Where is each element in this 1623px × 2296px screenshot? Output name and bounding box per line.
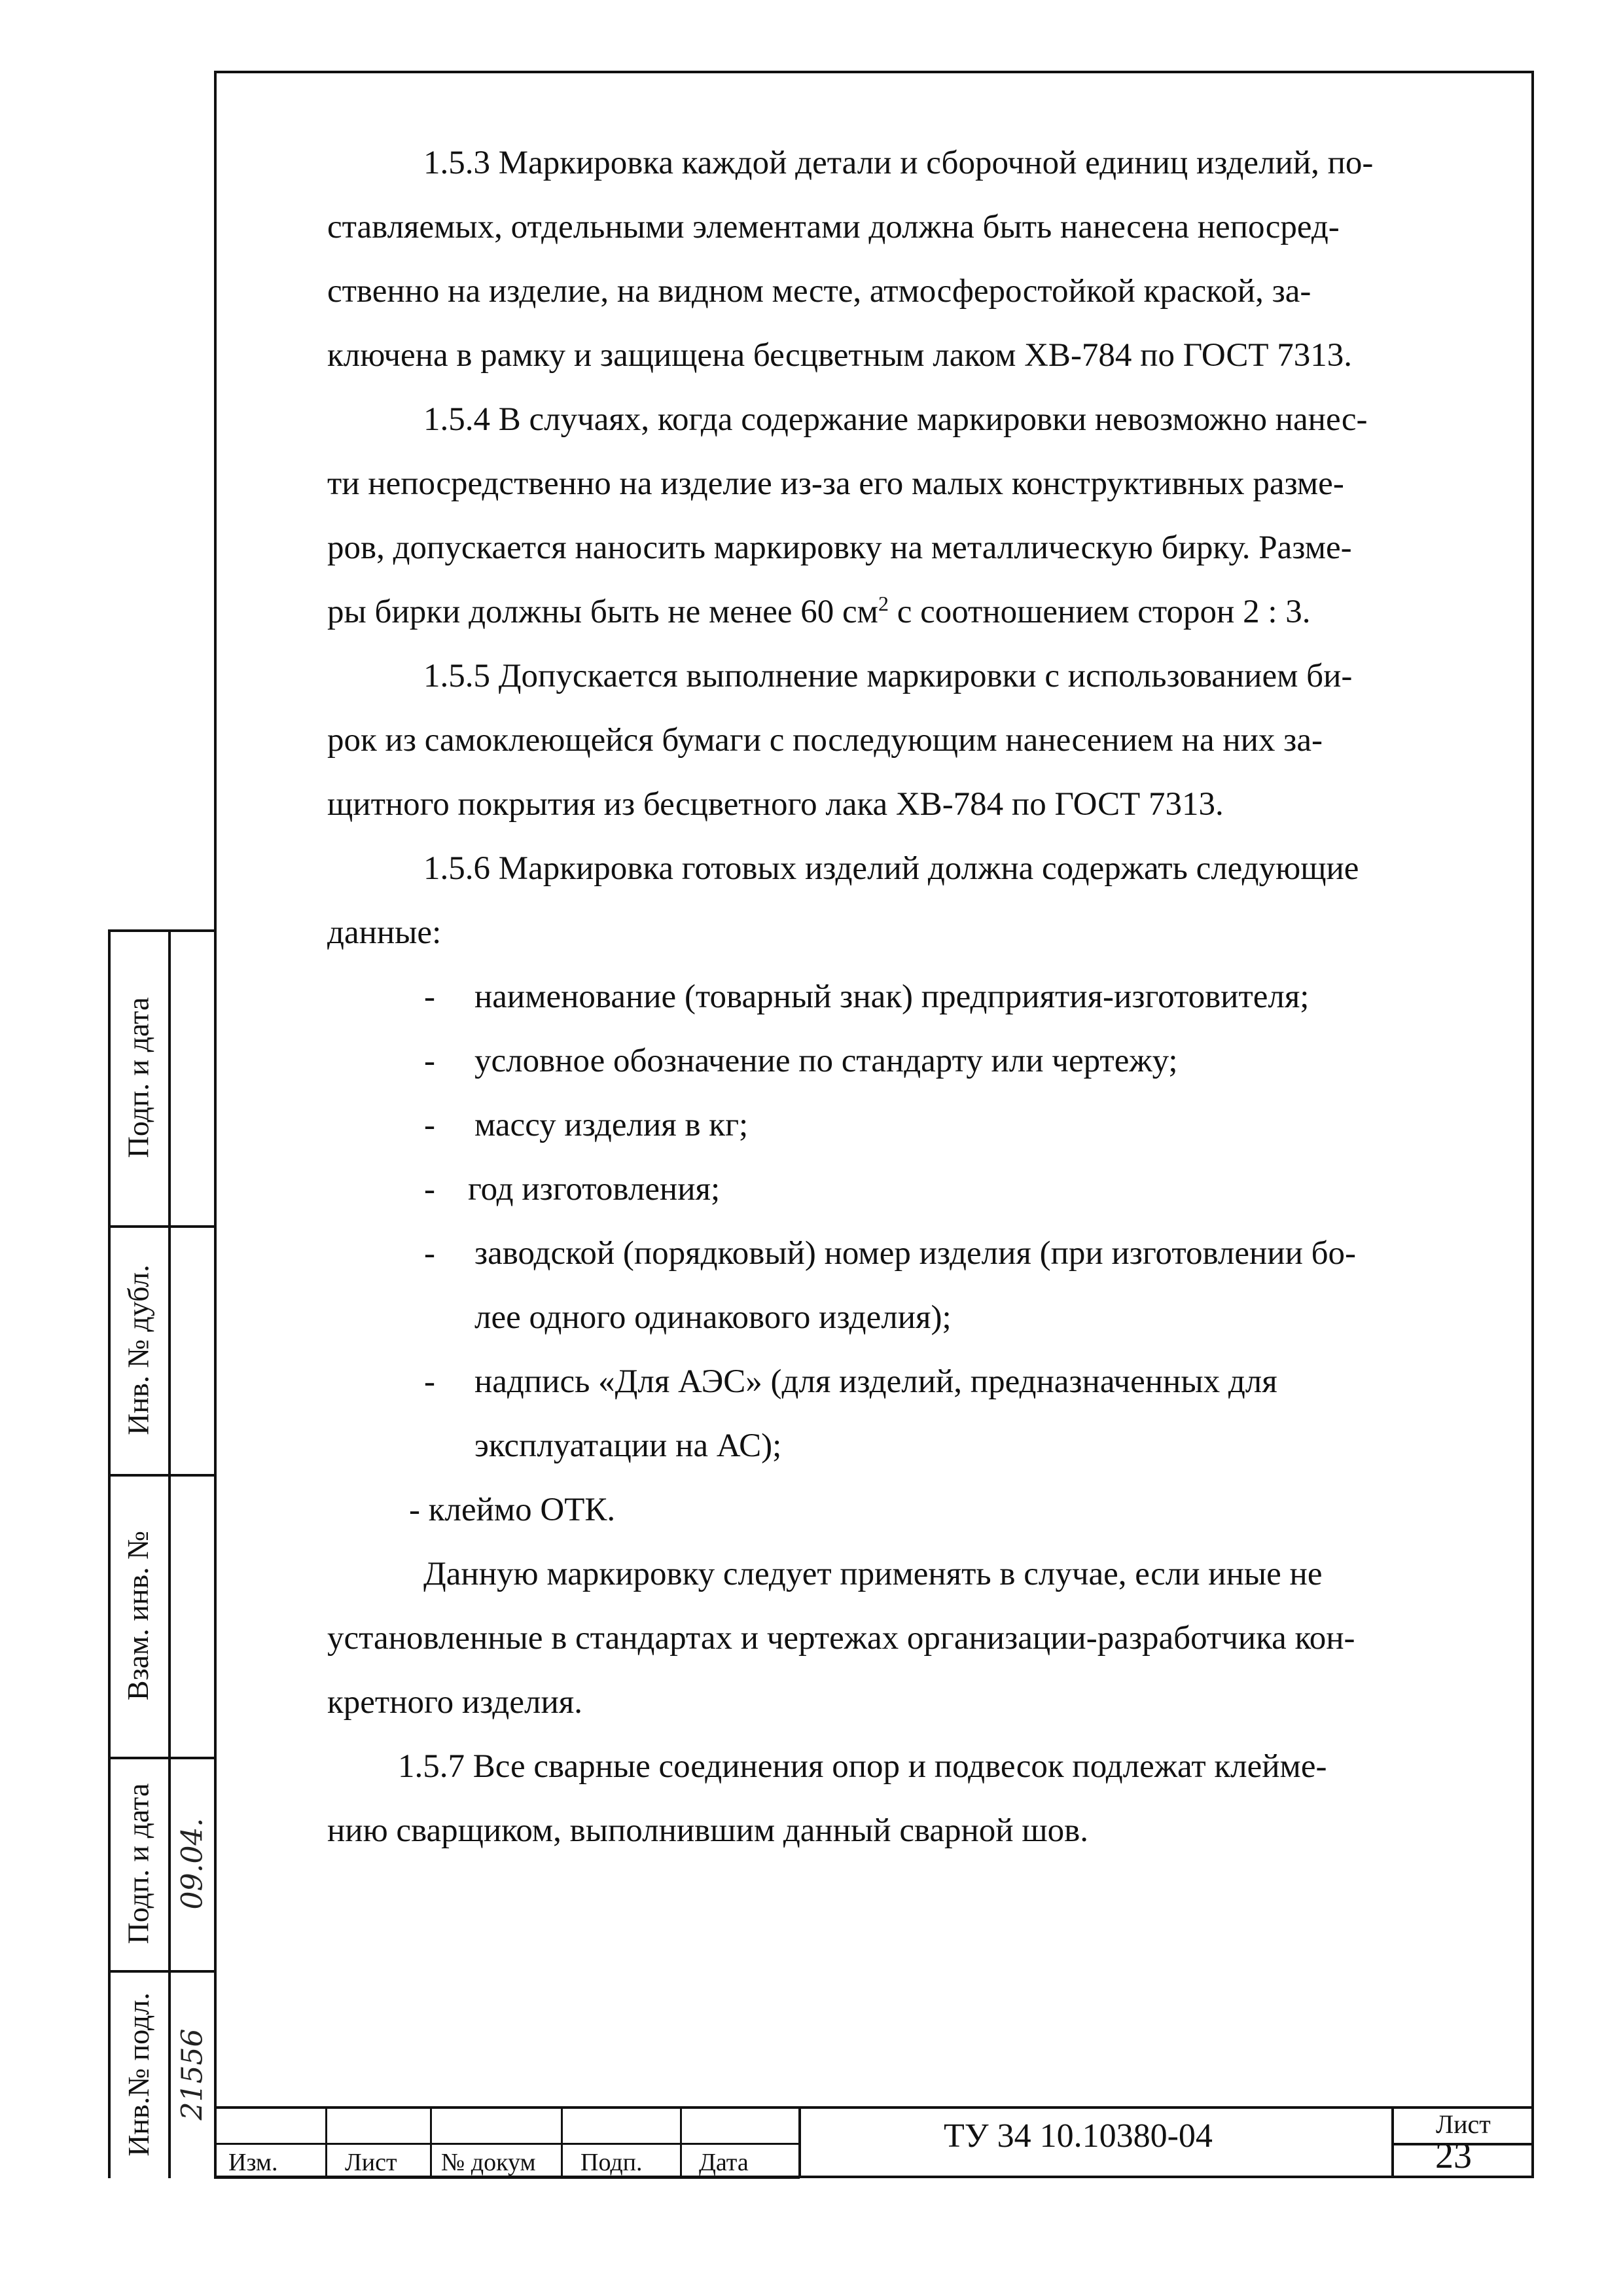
text-line: ров, допускается наносить маркировку на металлическую бирку. Разме- [327,529,1352,566]
col-signature: Подп. [580,2149,643,2176]
text-span: ры бирки должны быть не менее 60 см [327,594,878,630]
col-sheet: Лист [345,2149,397,2176]
text-line: 1.5.7 Все сварные соединения опор и подвесок подлежат клейме- [398,1748,1327,1785]
text-line: ключена в рамку и защищена бесцветным лаком ХВ-784 по ГОСТ 7313. [327,337,1353,374]
list-item [327,1029,1499,1093]
text-line: щитного покрытия из бесцветного лака ХВ-784 по ГОСТ 7313. [327,786,1224,823]
marking-list [327,965,1499,1542]
col-change: Изм. [228,2149,278,2176]
list-dash: - [424,1043,435,1079]
list-item-continuation: лее одного одинакового изделия); [474,1299,952,1336]
text-line: ти непосредственно на изделие из-за его малых конструктивных разме- [327,465,1344,502]
col-doc-number: № докум [441,2149,536,2176]
col-date: Дата [699,2149,749,2176]
list-item-text: массу изделия в кг; [474,1107,749,1143]
list-item-continuation: эксплуатации на АС); [474,1427,782,1464]
title-block-mid-rule [214,2143,800,2145]
text-line: 1.5.3 Маркировка каждой детали и сборочной единиц изделий, по- [423,145,1374,181]
document-body [327,131,1499,1863]
list-item [327,1093,1499,1157]
text-line: нию сварщиком, выполнившим данный сварной шов. [327,1812,1088,1849]
list-item [327,1221,1499,1285]
side-stamp [108,929,217,2178]
text-line: Данную маркировку следует применять в случае, если иные не [423,1556,1323,1592]
list-item [327,965,1499,1029]
list-item [327,1157,1499,1221]
title-block-row-rule [214,2177,800,2179]
paragraph-1-5-4 [327,387,1499,644]
side-label-orig-inv: Инв.№ подл. [121,1992,155,2157]
list-dash: - [424,1107,435,1143]
list-item-text: условное обозначение по стандарту или чертежу; [474,1043,1178,1079]
paragraph-apply [327,1542,1499,1734]
list-dash: - [424,1171,435,1208]
title-block-col-rule [798,2106,801,2178]
title-block-col-rule [680,2106,682,2178]
title-block-col-rule [1391,2106,1394,2178]
list-dash: - [424,1235,435,1272]
title-block-top-rule [214,2106,1534,2109]
title-block-col-rule [325,2106,327,2178]
document-code: ТУ 34 10.10380-04 [944,2117,1213,2155]
list-item [327,1350,1499,1414]
side-label-dup-inv: Инв. № дубл. [121,1264,155,1435]
text-line: 1.5.6 Маркировка готовых изделий должна содержать следующие [423,850,1359,887]
sheet-label: Лист [1436,2109,1491,2139]
paragraph-1-5-5 [327,644,1499,836]
sheet-number: 23 [1435,2136,1472,2176]
list-dash: - [424,978,435,1015]
signature-date: 09.04. [175,1818,209,1909]
paragraph-1-5-6 [327,836,1499,965]
text-line: ственно на изделие, на видном месте, атмосферостойкой краской, за- [327,273,1311,310]
text-line: кретного изделия. [327,1684,582,1721]
list-item-text: год изготовления; [468,1171,721,1208]
text-line [327,580,1499,644]
side-label-replace-inv: Взам. инв. № [121,1530,155,1700]
title-block-col-rule [430,2106,432,2178]
text-line: 1.5.5 Допускается выполнение маркировки с использованием би- [423,658,1353,694]
list-item-text: надпись «Для АЭС» (для изделий, предназначенных для [474,1363,1277,1400]
paragraph-1-5-7 [327,1734,1499,1863]
inventory-number: 21556 [175,2028,209,2120]
text-span: с соотношением сторон 2 : 3. [888,594,1311,630]
text-line: рок из самоклеющейся бумаги с последующим нанесением на них за- [327,722,1323,759]
title-block [214,2106,1534,2178]
paragraph-1-5-3 [327,131,1499,387]
superscript: 2 [878,592,889,615]
text-line: установленные в стандартах и чертежах организации-разработчика кон- [327,1620,1355,1657]
text-line: данные: [327,914,442,951]
side-label-sign-date: Подп. и дата [121,997,155,1158]
list-dash: - [424,1363,435,1400]
side-label-sign-date-2: Подп. и дата [121,1783,155,1944]
list-item-text: наименование (товарный знак) предприятия-изготовителя; [474,978,1310,1015]
list-item-text: заводской (порядковый) номер изделия (при изготовлении бо- [474,1235,1357,1272]
list-item-last: - клеймо ОТК. [409,1492,616,1528]
text-line: 1.5.4 В случаях, когда содержание маркировки невозможно нанес- [423,401,1368,438]
title-block-col-rule [561,2106,563,2178]
text-line: ставляемых, отдельными элементами должна быть нанесена непосред- [327,209,1340,245]
